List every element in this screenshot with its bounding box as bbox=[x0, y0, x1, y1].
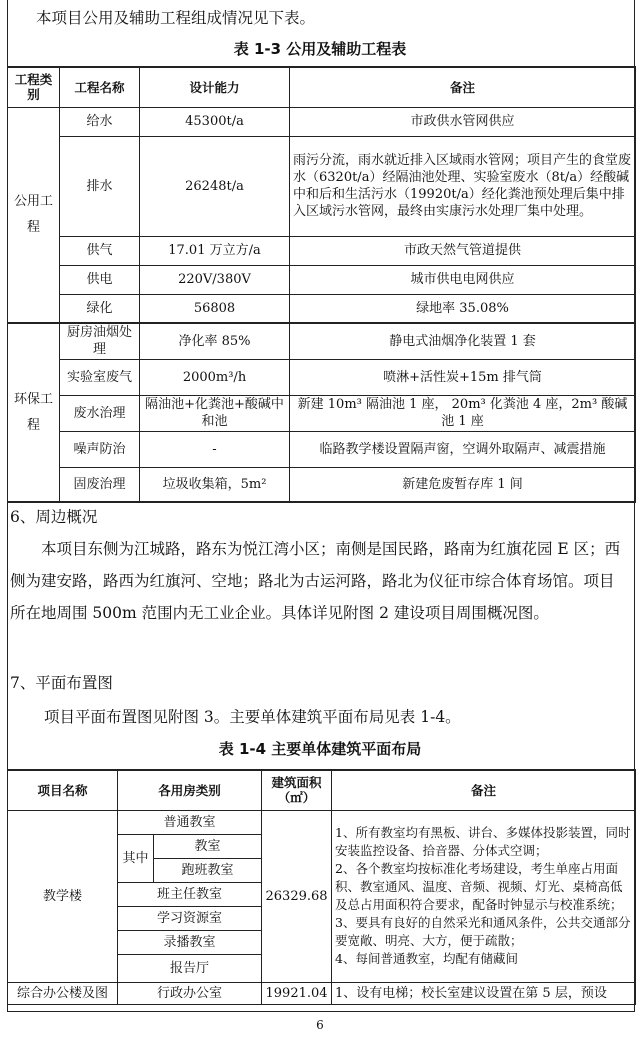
room-item: 普通教室 bbox=[118, 810, 262, 834]
row-capacity: 垃圾收集箱，5m² bbox=[140, 467, 290, 502]
row-name: 排水 bbox=[60, 136, 140, 236]
row-remark: 雨污分流，雨水就近排入区域雨水管网；项目产生的食堂废水（6320t/a）经隔油池处理、实验室废水（8t/a）经酸碱中和后和生活污水（19920t/a）经化粪池预处理后集中排入区域污水管网，最终由实康污水处理厂集中处理。 bbox=[290, 136, 636, 236]
room-item: 行政办公室 bbox=[118, 982, 262, 1004]
row-remark: 市政天然气管道提供 bbox=[290, 236, 636, 265]
section6-heading: 6、周边概况 bbox=[10, 508, 98, 526]
remark-text: 1、所有教室均有黑板、讲台、多媒体投影装置，同时安装监控设备、拾音器、分体式空调； 2、各个教室均按标准化考场建设，考生单座占用面积、教室通风、温度、音频、视频、灯光、桌椅高低及总占用面积符合要求，配备时钟显示与校准系统； 3、要具有良好的自然采光和通风条件，公共交通部分要宽敞、明亮、大方，便于疏散； 4、每间普通教室，均配有储藏间 bbox=[335, 825, 631, 966]
room-item: 学习资源室 bbox=[118, 906, 262, 930]
qizhong-label: 其中 bbox=[118, 834, 154, 882]
th-capacity: 设计能力 bbox=[140, 67, 290, 107]
area-office: 19921.04 bbox=[262, 982, 332, 1004]
row-capacity: 17.01 万立方/a bbox=[140, 236, 290, 265]
row-name: 固废治理 bbox=[60, 467, 140, 502]
row-capacity: 56808 bbox=[140, 294, 290, 323]
area-teaching: 26329.68 bbox=[262, 810, 332, 982]
building-teaching: 教学楼 bbox=[8, 810, 118, 982]
row-capacity: 隔油池+化粪池+酸碱中和池 bbox=[140, 395, 290, 431]
th-project: 项目名称 bbox=[8, 770, 118, 810]
room-item: 教室 bbox=[154, 834, 262, 858]
remark-teaching bbox=[332, 810, 636, 982]
room-item: 班主任教室 bbox=[118, 882, 262, 906]
row-remark: 绿地率 35.08% bbox=[290, 294, 636, 323]
row-capacity: 26248t/a bbox=[140, 136, 290, 236]
row-remark: 临路教学楼设置隔声窗，空调外取隔声、减震措施 bbox=[290, 431, 636, 467]
group-environment: 环保工程 bbox=[8, 323, 60, 502]
row-name: 供电 bbox=[60, 265, 140, 294]
row-name: 实验室废气 bbox=[60, 359, 140, 395]
table2-title: 表 1-4 主要单体建筑平面布局 bbox=[218, 740, 422, 758]
row-name: 给水 bbox=[60, 107, 140, 136]
row-remark: 新建 10m³ 隔油池 1 座， 20m³ 化粪池 4 座，2m³ 酸碱池 1 座 bbox=[290, 395, 636, 431]
section7-heading: 7、平面布置图 bbox=[10, 674, 113, 692]
remark-office: 1、设有电梯；校长室建议设置在第 5 层，预设 bbox=[332, 982, 636, 1004]
row-capacity: 220V/380V bbox=[140, 265, 290, 294]
row-capacity: 45300t/a bbox=[140, 107, 290, 136]
row-capacity: - bbox=[140, 431, 290, 467]
intro-line: 本项目公用及辅助工程组成情况见下表。 bbox=[36, 9, 316, 27]
building-table bbox=[7, 769, 636, 1005]
row-remark: 静电式油烟净化装置 1 套 bbox=[290, 323, 636, 359]
row-capacity: 2000m³/h bbox=[140, 359, 290, 395]
page-number: 6 bbox=[316, 1018, 324, 1032]
room-item: 报告厅 bbox=[118, 954, 262, 982]
row-capacity: 净化率 85% bbox=[140, 323, 290, 359]
row-remark: 喷淋+活性炭+15m 排气筒 bbox=[290, 359, 636, 395]
table1-title: 表 1-3 公用及辅助工程表 bbox=[233, 40, 407, 58]
room-item: 跑班教室 bbox=[154, 858, 262, 882]
th-rooms: 各用房类别 bbox=[118, 770, 262, 810]
utility-table bbox=[7, 66, 636, 503]
row-name: 绿化 bbox=[60, 294, 140, 323]
row-name: 噪声防治 bbox=[60, 431, 140, 467]
th-name: 工程名称 bbox=[60, 67, 140, 107]
building-office: 综合办公楼及图 bbox=[8, 982, 118, 1004]
th-remark: 备注 bbox=[290, 67, 636, 107]
section6-body: 本项目东侧为江城路，路东为悦江湾小区；南侧是国民路，路南为红旗花园 E 区；西侧为建安路，路西为红旗河、空地；路北为古运河路，路北为仪征市综合体育场馆。项目所在地周围 500m 范围内无工业企业。具体详见附图 2 建设项目周围概况图。 bbox=[10, 540, 621, 622]
th-area: 建筑面积（㎡） bbox=[262, 770, 332, 810]
row-remark: 城市供电电网供应 bbox=[290, 265, 636, 294]
row-remark: 新建危废暂存库 1 间 bbox=[290, 467, 636, 502]
row-name: 供气 bbox=[60, 236, 140, 265]
room-item: 录播教室 bbox=[118, 930, 262, 954]
section7-body: 项目平面布置图见附图 3。主要单体建筑平面布局见表 1-4。 bbox=[44, 708, 461, 726]
group-utility: 公用工程 bbox=[8, 107, 60, 323]
th-category: 工程类别 bbox=[8, 67, 60, 107]
row-name: 废水治理 bbox=[60, 395, 140, 431]
th-remark: 备注 bbox=[332, 770, 636, 810]
row-remark: 市政供水管网供应 bbox=[290, 107, 636, 136]
row-name: 厨房油烟处理 bbox=[60, 323, 140, 359]
